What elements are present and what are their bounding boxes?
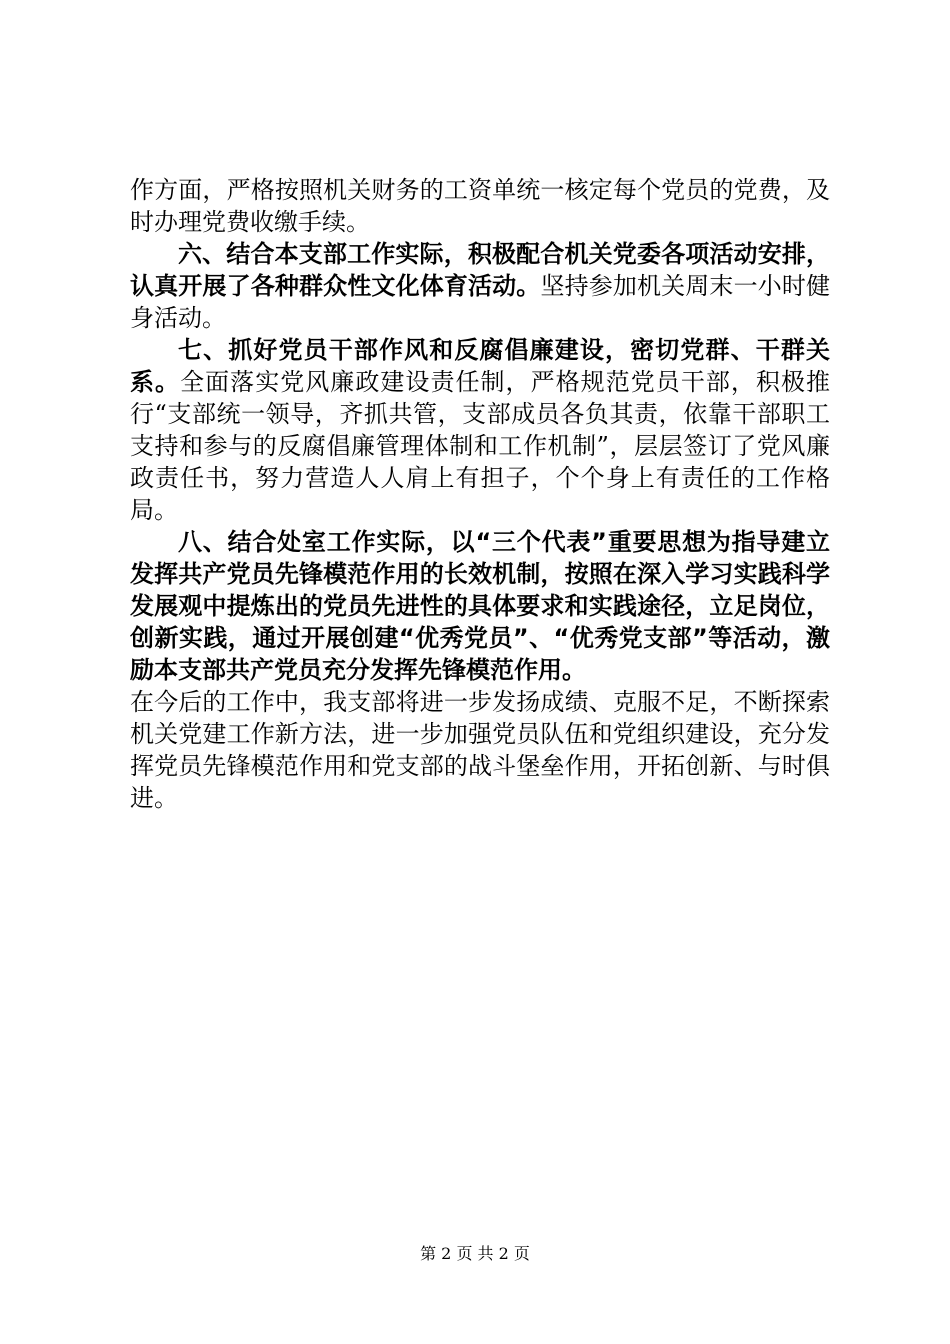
paragraph-eight [130, 526, 830, 686]
paragraph-heading: 八、结合处室工作实际，以“三个代表”重要思想为指导建立发挥共产党员先锋模范作用的长效机制，按照在深入学习实践科学发展观中提炼出的党员先进性的具体要求和实践途径，立足岗位，创新实践，通过开展创建“优秀党员”、“优秀党支部”等活动，激励本支部共产党员充分发挥先锋模范作用。 [130, 528, 830, 684]
paragraph-six [130, 238, 830, 334]
paragraph-text: 作方面，严格按照机关财务的工资单统一核定每个党员的党费，及时办理党费收缴手续。 [130, 176, 830, 236]
paragraph-text: 全面落实党风廉政建设责任制，严格规范党员干部，积极推行“支部统一领导，齐抓共管，支部成员各负其责，依靠干部职工支持和参与的反腐倡廉管理体制和工作机制”，层层签订了党风廉政责任书，努力营造人人肩上有担子，个个身上有责任的工作格局。 [130, 368, 831, 524]
page-number-label: 第 2 页 共 2 页 [420, 1244, 530, 1263]
paragraph-heading: 六、结合本支部工作实际，积极配合机关党委各项活动安排，认真开展了各种群众性文化体育活动。 [130, 240, 830, 300]
paragraph-text: 坚持参加机关周末一小时健身活动。 [130, 272, 831, 332]
document-body [130, 174, 830, 814]
page-footer [0, 1244, 950, 1264]
paragraph-text: 在今后的工作中，我支部将进一步发扬成绩、克服不足，不断探索机关党建工作新方法，进一步加强党员队伍和党组织建设，充分发挥党员先锋模范作用和党支部的战斗堡垒作用，开拓创新、与时俱进。 [130, 688, 830, 812]
paragraph-conclusion [130, 686, 830, 814]
paragraph-seven [130, 334, 830, 526]
paragraph-heading: 七、抓好党员干部作风和反腐倡廉建设，密切党群、干群关系。 [130, 336, 830, 396]
paragraph-continuation [130, 174, 830, 238]
